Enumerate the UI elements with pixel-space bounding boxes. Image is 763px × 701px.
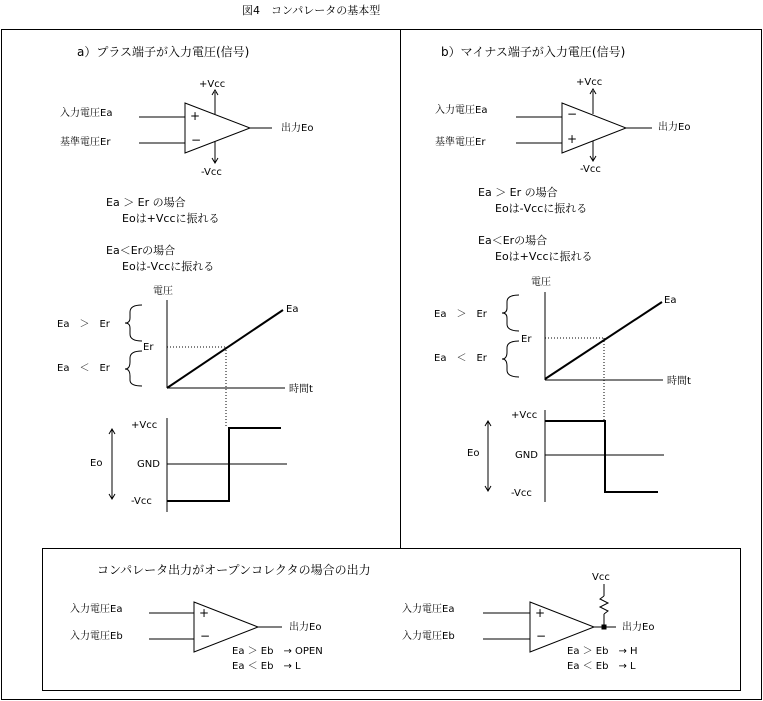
output-node-dot — [602, 625, 607, 630]
condition-1-body: Eoは+Vccに振れる — [122, 212, 220, 225]
supply-vcc-label: Vcc — [592, 572, 610, 583]
rule-high: Ea ＞ Eb → OPEN — [232, 646, 323, 657]
supply-neg-label: -Vcc — [201, 167, 222, 178]
graph-x-label: 時間t — [667, 376, 691, 387]
output-label-eo: 出力Eo — [281, 123, 314, 134]
minus-terminal-sign: − — [200, 629, 211, 643]
series-label-ea: Ea — [286, 304, 299, 315]
input-label-ea: 入力電圧Ea — [435, 105, 488, 116]
condition-1-body: Eoは-Vccに振れる — [495, 202, 588, 215]
minus-terminal-sign: − — [536, 629, 547, 643]
range-label-low: Ea ＜ Er — [57, 363, 110, 374]
series-label-ea: Ea — [664, 295, 677, 306]
supply-pos-label: +Vcc — [576, 77, 603, 88]
rule-high: Ea ＞ Eb → H — [567, 646, 638, 657]
output-label-eo: 出力Eo — [289, 622, 322, 633]
level-gnd: GND — [137, 459, 160, 470]
range-label-high: Ea ＞ Er — [434, 309, 487, 320]
figure-title: 図4 コンパレータの基本型 — [242, 4, 381, 17]
graph-y-label: 電圧 — [153, 286, 173, 297]
output-label-eo: 出力Eo — [622, 622, 655, 633]
plus-terminal-sign: + — [535, 606, 546, 620]
level-pos-vcc: +Vcc — [131, 420, 158, 431]
eo-axis-label: Eo — [467, 448, 480, 459]
supply-pos-label: +Vcc — [199, 79, 226, 90]
outer-frame — [2, 30, 762, 700]
minus-terminal-sign: − — [191, 133, 202, 147]
panel-b-heading: b）マイナス端子が入力電圧(信号) — [441, 45, 626, 59]
input-label-ea: 入力電圧Ea — [60, 108, 113, 119]
condition-2-head: Ea＜Erの場合 — [478, 234, 548, 247]
ref-label-er: Er — [143, 342, 154, 353]
graph-a-ea-line — [167, 310, 283, 388]
ref-label-er: Er — [521, 334, 532, 345]
level-pos-vcc: +Vcc — [511, 410, 538, 421]
level-gnd: GND — [515, 450, 538, 461]
reference-label-er: 基準電圧Er — [435, 137, 486, 148]
condition-2-body: Eoは-Vccに振れる — [122, 260, 215, 273]
input-label-eb: 入力電圧Eb — [402, 631, 455, 642]
range-label-low: Ea ＜ Er — [434, 353, 487, 364]
condition-1-head: Ea ＞ Er の場合 — [106, 196, 186, 209]
input-label-ea: 入力電圧Ea — [70, 604, 123, 615]
plus-terminal-sign: + — [199, 606, 210, 620]
panel-c-heading: コンパレータ出力がオープンコレクタの場合の出力 — [97, 563, 371, 577]
eo-waveform-b — [545, 421, 658, 492]
minus-terminal-sign: − — [567, 107, 578, 121]
eo-axis-label: Eo — [90, 458, 103, 469]
reference-label-er: 基準電圧Er — [60, 137, 111, 148]
panel-a-heading: a）プラス端子が入力電圧(信号) — [77, 45, 250, 59]
plus-terminal-sign: + — [567, 132, 578, 146]
level-neg-vcc: -Vcc — [131, 496, 152, 507]
condition-2-head: Ea＜Erの場合 — [106, 244, 176, 257]
output-label-eo: 出力Eo — [658, 122, 691, 133]
range-label-high: Ea ＞ Er — [57, 319, 110, 330]
input-label-eb: 入力電圧Eb — [70, 631, 123, 642]
condition-1-head: Ea ＞ Er の場合 — [478, 186, 558, 199]
graph-y-label: 電圧 — [531, 277, 551, 288]
rule-low: Ea ＜ Eb → L — [232, 661, 301, 672]
graph-b-ea-line — [545, 302, 662, 379]
input-label-ea: 入力電圧Ea — [402, 604, 455, 615]
level-neg-vcc: -Vcc — [511, 488, 532, 499]
plus-terminal-sign: + — [190, 109, 201, 123]
rule-low: Ea ＜ Eb → L — [567, 661, 636, 672]
supply-neg-label: -Vcc — [580, 164, 601, 175]
condition-2-body: Eoは+Vccに振れる — [495, 250, 593, 263]
graph-x-label: 時間t — [289, 384, 313, 395]
pullup-resistor — [600, 596, 608, 614]
